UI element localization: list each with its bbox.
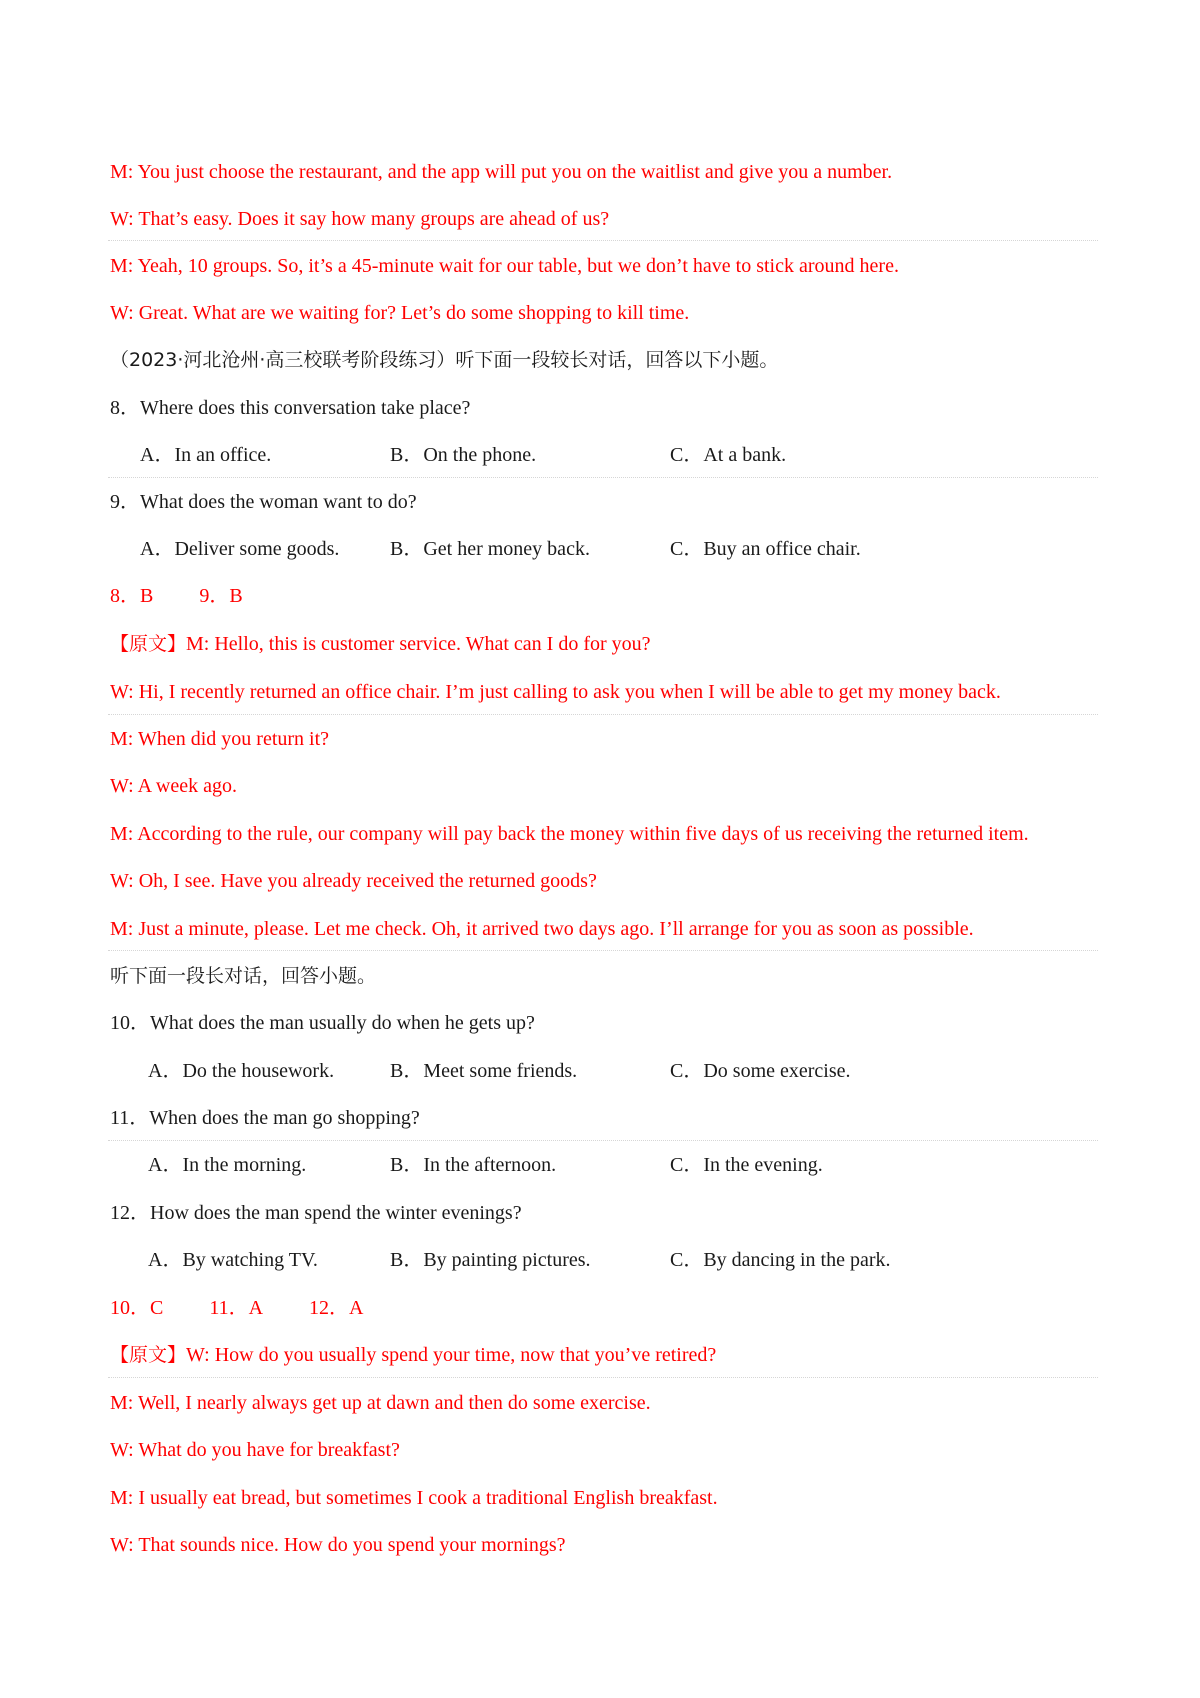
answer: 11．A: [209, 1297, 264, 1319]
answer: 9．B: [199, 585, 243, 607]
dotted-rule: [108, 240, 1098, 241]
transcript-line: W: Oh, I see. Have you already received the returned goods?: [110, 870, 597, 892]
transcript-line: M: Just a minute, please. Let me check. Oh, it arrived two days ago. I’ll arrange for you as soon as possible.: [110, 918, 974, 940]
question-text: How does the man spend the winter evenings?: [150, 1202, 522, 1224]
question-10: [110, 1011, 535, 1035]
option-a: A．By watching TV.: [148, 1249, 318, 1271]
transcript-line: W: What do you have for breakfast?: [110, 1439, 400, 1461]
transcript-line: M: You just choose the restaurant, and the app will put you on the waitlist and give you a number.: [110, 161, 893, 183]
answer: 12．A: [309, 1297, 364, 1319]
transcript-line: M: Yeah, 10 groups. So, it’s a 45-minute wait for our table, but we don’t have to stick around here.: [110, 255, 899, 277]
question-number: 8．: [110, 397, 140, 419]
option-c: C．Buy an office chair.: [670, 538, 861, 560]
answer: 10．C: [110, 1297, 164, 1319]
question-text: Where does this conversation take place?: [140, 397, 471, 419]
option-c: C．At a bank.: [670, 444, 787, 466]
answer: 8．B: [110, 585, 154, 607]
dotted-rule: [108, 1140, 1098, 1141]
transcript-line: [110, 632, 651, 656]
question-8: [110, 396, 470, 420]
transcript-text: W: How do you usually spend your time, now that you’ve retired?: [186, 1344, 717, 1366]
question-number: 11．: [110, 1107, 150, 1129]
option-a: A．Do the housework.: [148, 1060, 335, 1082]
transcript-line: M: I usually eat bread, but sometimes I cook a traditional English breakfast.: [110, 1487, 718, 1509]
question-number: 9．: [110, 491, 140, 513]
section-source-note: （2023·河北沧州·高三校联考阶段练习）听下面一段较长对话，回答以下小题。: [110, 349, 779, 371]
dotted-rule: [108, 477, 1098, 478]
option-b: B．Meet some friends.: [390, 1060, 578, 1082]
question-text: What does the woman want to do?: [140, 491, 417, 513]
option-c: C．In the evening.: [670, 1154, 823, 1176]
transcript-line: M: Well, I nearly always get up at dawn and then do some exercise.: [110, 1392, 651, 1414]
transcript-marker: 【原文】: [110, 1344, 187, 1366]
transcript-line: [110, 1343, 716, 1367]
transcript-line: M: According to the rule, our company will pay back the money within five days of us receiving the returned item.: [110, 823, 1029, 845]
transcript-text: M: Hello, this is customer service. What can I do for you?: [186, 633, 651, 655]
option-b: B．Get her money back.: [390, 538, 590, 560]
transcript-line: W: That’s easy. Does it say how many groups are ahead of us?: [110, 208, 610, 230]
answer-key: [110, 1296, 364, 1320]
transcript-line: W: That sounds nice. How do you spend your mornings?: [110, 1534, 566, 1556]
transcript-line: M: When did you return it?: [110, 728, 330, 750]
option-b: B．On the phone.: [390, 444, 537, 466]
option-c: C．By dancing in the park.: [670, 1249, 891, 1271]
transcript-marker: 【原文】: [110, 633, 187, 655]
option-b: B．In the afternoon.: [390, 1154, 557, 1176]
transcript-line: W: Great. What are we waiting for? Let’s do some shopping to kill time.: [110, 302, 690, 324]
section-source-note: 听下面一段长对话，回答小题。: [110, 965, 377, 987]
option-a: A．In the morning.: [148, 1154, 307, 1176]
question-text: What does the man usually do when he gets up?: [150, 1012, 535, 1034]
question-number: 12．: [110, 1202, 150, 1224]
question-9: [110, 490, 417, 514]
option-b: B．By painting pictures.: [390, 1249, 591, 1271]
dotted-rule: [108, 714, 1098, 715]
option-c: C．Do some exercise.: [670, 1060, 851, 1082]
question-11: [110, 1106, 420, 1130]
question-text: When does the man go shopping?: [149, 1107, 420, 1129]
dotted-rule: [108, 950, 1098, 951]
transcript-line: W: Hi, I recently returned an office chair. I’m just calling to ask you when I will be able to get my money back.: [110, 681, 1001, 703]
question-number: 10．: [110, 1012, 150, 1034]
option-a: A．Deliver some goods.: [140, 538, 340, 560]
dotted-rule: [108, 1377, 1098, 1378]
transcript-line: W: A week ago.: [110, 775, 238, 797]
option-a: A．In an office.: [140, 444, 272, 466]
question-12: [110, 1201, 522, 1225]
answer-key: [110, 584, 243, 608]
